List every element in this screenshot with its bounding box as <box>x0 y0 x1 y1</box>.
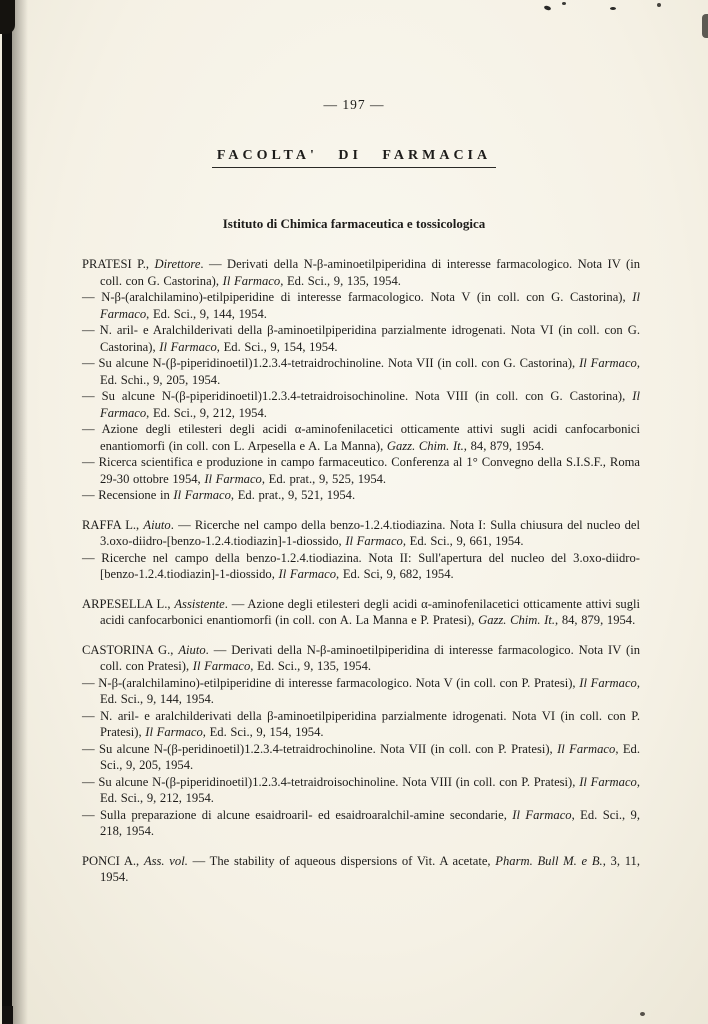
entry-text: , Ed. Sci., 9, 661, 1954. <box>402 534 524 548</box>
entry-text: — Su alcune N-(β-peridinoetil)1.2.3.4-tetraidrochinoline. Nota VII (in coll. con P. Pratesi), <box>82 741 558 756</box>
entry-text: , Ed. Schi., 9, 205, 1954. <box>100 356 640 387</box>
faculty-title <box>0 146 708 168</box>
entry-text: , Ed. Sci., 9, 154, 1954. <box>216 339 338 354</box>
bib-entry <box>82 807 640 840</box>
journal-name: Direttore <box>154 257 201 271</box>
bib-entry <box>82 853 640 886</box>
journal-name: Il Farmaco <box>579 774 637 789</box>
bib-entry <box>82 708 640 741</box>
journal-name: Il Farmaco <box>278 567 337 581</box>
entry-text: , Ed. Sci., 9, 154, 1954. <box>202 725 324 739</box>
entry-text: , Ed. Sci., 9, 135, 1954. <box>250 659 372 673</box>
entry-text: , Ed. prat., 9, 525, 1954. <box>261 471 387 486</box>
bib-entry <box>82 550 640 583</box>
journal-name: Il Farmaco <box>192 659 251 673</box>
journal-name: Il Farmaco <box>100 389 640 420</box>
bib-entry <box>82 517 640 550</box>
bib-entry <box>82 289 640 322</box>
journal-name: Aiuto <box>178 642 206 657</box>
entry-text: , 84, 879, 1954. <box>555 613 636 627</box>
entry-text: — Su alcune N-(β-piperidinoetil)1.2.3.4-tetraidroisochinoline. Nota VIII (in coll. con P. Pratesi), <box>82 774 580 789</box>
journal-name: Gazz. Chim. It. <box>478 613 556 627</box>
bib-entry <box>82 355 640 388</box>
bib-entry <box>82 487 640 504</box>
journal-name: Il Farmaco <box>579 675 637 690</box>
entry-text: , Ed. Sci., 9, 218, 1954. <box>100 807 640 838</box>
entry-text: , 3, 11, 1954. <box>100 853 641 884</box>
entry-text: , Ed. prat., 9, 521, 1954. <box>230 488 356 502</box>
entry-text: — Azione degli etilesteri degli acidi α-aminofenilacetici otticamente attivi sugli acidi canfocarbonici enantiomorfi (in coll. con L. Arpesella e A. La Manna), <box>82 422 640 453</box>
entry-text: — N-β-(aralchilamino)-etilpiperidine di interesse farmacologico. Nota V (in coll. con P. Pratesi), <box>82 675 580 690</box>
journal-name: Assistente <box>174 596 225 611</box>
journal-name: Il Farmaco <box>345 534 403 548</box>
entry-text: — N-β-(aralchilamino)-etilpiperidine di interesse farmacologico. Nota V (in coll. con G. Castorina), <box>82 290 633 304</box>
entry-text: . — Derivati della N-β-aminoetilpiperidina di interesse farmacologico. Nota IV (in coll. con Pratesi), <box>100 642 640 673</box>
journal-name: Il Farmaco <box>512 807 572 822</box>
entry-text: — Recensione in <box>82 488 174 502</box>
journal-name: Pharm. Bull M. e B. <box>495 853 603 868</box>
bib-entry <box>82 454 640 487</box>
bib-entry <box>82 256 640 289</box>
scan-artifact <box>0 0 15 34</box>
bib-entry <box>82 741 640 774</box>
entry-text: — The stability of aqueous dispersions of Vit. A acetate, <box>187 853 496 868</box>
bibliography <box>82 256 640 899</box>
scan-artifact <box>2 1006 13 1024</box>
entry-text: , Ed. Sci., 9, 212, 1954. <box>146 405 267 420</box>
entry-text: , Ed. Sci., 9, 135, 1954. <box>280 273 401 288</box>
scan-artifact <box>640 1012 645 1016</box>
journal-name: Il Farmaco <box>557 741 616 756</box>
entry-text: PONCI A., <box>82 853 144 868</box>
entry-text: , 84, 879, 1954. <box>463 438 545 453</box>
entry-text: PRATESI P., <box>82 257 155 271</box>
scan-artifact <box>562 2 566 5</box>
scan-artifact <box>610 7 616 10</box>
scan-artifact <box>544 5 552 11</box>
journal-name: Il Farmaco <box>145 725 203 739</box>
bib-entry <box>82 774 640 807</box>
entry-text: , Ed. Sci, 9, 682, 1954. <box>336 567 454 581</box>
entry-text: CASTORINA G., <box>82 642 179 657</box>
entry-text: . — Ricerche nel campo della benzo-1.2.4.tiodiazina. Nota I: Sulla chiusura del nucleo del 3.oxo-diidro-[benzo-1.2.4.tiodiazin]-1-diossido, <box>100 517 640 548</box>
page-number: — 197 — <box>323 97 385 112</box>
entry-text: , Ed. Sci., 9, 144, 1954. <box>100 675 640 706</box>
faculty-title-text: FACOLTA' DI FARMACIA <box>212 148 496 168</box>
bib-section <box>82 517 640 583</box>
bib-section <box>82 853 640 886</box>
institute-subtitle: Istituto di Chimica farmaceutica e tossicologica <box>222 216 486 231</box>
bib-entry <box>82 675 640 708</box>
entry-text: — Ricerca scientifica e produzione in campo farmaceutico. Conferenza al 1° Convegno della S.I.S.F., Roma 29-30 ottobre 1954, <box>82 455 640 486</box>
bib-entry <box>82 322 640 355</box>
journal-name: Gazz. Chim. It. <box>386 438 464 453</box>
bib-section <box>82 596 640 629</box>
entry-text: — Su alcune N-(β-piperidinoetil)1.2.3.4-tetraidroisochinoline. Nota VIII (in coll. con G. Castorina), <box>82 389 633 403</box>
journal-name: Il Farmaco <box>222 273 281 288</box>
journal-name: Aiuto <box>143 517 171 532</box>
scan-artifact <box>657 3 661 7</box>
bib-section <box>82 642 640 840</box>
journal-name: Il Farmaco <box>579 356 637 370</box>
entry-text: — Ricerche nel campo della benzo-1.2.4.tiodiazina. Nota II: Sull'apertura del nucleo del 3.oxo-diidro-[benzo-1.2.4.tiodiazin]-1-diossido, <box>82 550 640 581</box>
bib-entry <box>82 596 640 629</box>
entry-text: RAFFA L., <box>82 517 144 532</box>
scan-artifact <box>702 14 708 38</box>
entry-text: — N. aril- e aralchilderivati della β-aminoetilpiperidina parzialmente idrogenati. Nota VI (in coll. con P. Pratesi), <box>82 708 640 739</box>
journal-name: Ass. vol. <box>143 853 188 868</box>
journal-name: Il Farmaco <box>204 471 262 486</box>
entry-text: ARPESELLA L., <box>82 596 175 611</box>
journal-name: Il Farmaco <box>173 488 231 502</box>
entry-text: — Sulla preparazione di alcune esaidroaril- ed esaidroaralchil-amine secondarie, <box>82 807 513 822</box>
entry-text: , Ed. Sci., 9, 144, 1954. <box>146 306 267 321</box>
bib-section <box>82 256 640 504</box>
journal-name: Il Farmaco <box>100 290 640 321</box>
bib-entry <box>82 388 640 421</box>
entry-text: — Su alcune N-(β-piperidinoetil)1.2.3.4-tetraidrochinoline. Nota VII (in coll. con G. Castorina), <box>82 356 580 370</box>
entry-text: , Ed. Sci., 9, 205, 1954. <box>100 741 640 772</box>
entry-text: , Ed. Sci., 9, 212, 1954. <box>100 774 640 805</box>
bib-entry <box>82 642 640 675</box>
entry-text: . — Azione degli etilesteri degli acidi α-aminofenilacetici otticamente attivi sugli acidi canfocarbonici enantiomorfi (in coll. con A. La Manna e P. Pratesi), <box>100 596 640 627</box>
bib-entry <box>82 421 640 454</box>
entry-text: . — Derivati della N-β-aminoetilpiperidina di interesse farmacologico. Nota IV (in coll. con G. Castorina), <box>100 257 640 288</box>
journal-name: Il Farmaco <box>159 339 217 354</box>
entry-text: — N. aril- e Aralchilderivati della β-aminoetilpiperidina parzialmente idrogenati. Nota VI (in coll. con G. Castorina), <box>82 323 640 354</box>
